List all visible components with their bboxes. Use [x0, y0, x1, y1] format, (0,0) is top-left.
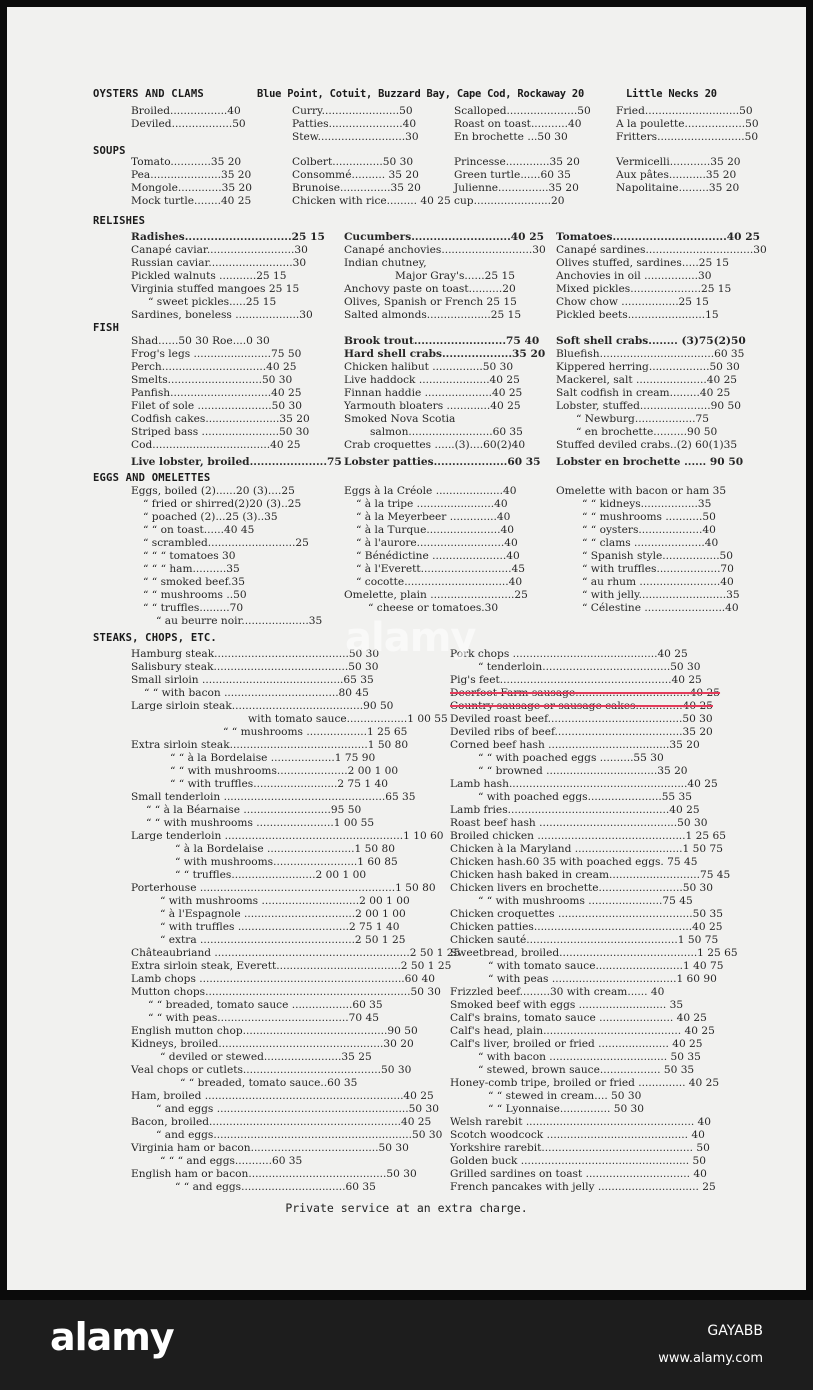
menu-line: Golden buck .................................................. 50 [450, 1155, 707, 1167]
menu-line: “ “ browned .................................35 20 [478, 765, 688, 777]
menu-line: “ “ with mushrooms.....................2 00 1 00 [170, 765, 399, 777]
menu-line: “ “ oysters...................40 [582, 524, 716, 536]
menu-line: Striped bass .......................50 30 [131, 426, 310, 438]
menu-line: Deviled..................50 [131, 118, 246, 130]
menu-line: Canapé sardines................................30 [556, 244, 767, 256]
menu-line: “ au rhum ........................40 [582, 576, 734, 588]
menu-line: salmon.........................60 35 [370, 426, 523, 438]
menu-line: Deerfoot Farm sausage..................................40 25 [450, 687, 721, 699]
menu-line: Colbert...............50 30 [292, 156, 414, 168]
menu-line: Porterhouse ..........................................................1 50 80 [131, 882, 436, 894]
menu-line: Lobster patties....................60 35 [344, 456, 541, 468]
menu-line: Chicken à la Maryland ................................1 50 75 [450, 843, 723, 855]
menu-line: Filet of sole ......................50 30 [131, 400, 302, 412]
menu-line: Smelts............................50 30 [131, 374, 293, 386]
menu-line: English ham or bacon.........................................50 30 [131, 1168, 417, 1180]
footer-note: Private service at an extra charge. [285, 1201, 528, 1215]
menu-line: “ stewed, brown sauce.................. 50 35 [478, 1064, 695, 1076]
menu-line: Kidneys, broiled.................................................30 20 [131, 1038, 414, 1050]
menu-line: “ with tomato sauce..........................1 40 75 [488, 960, 724, 972]
center-watermark: alamy [345, 615, 476, 661]
menu-line: Honey-comb tripe, broiled or fried .............. 40 25 [450, 1077, 720, 1089]
menu-line: Grilled sardines on toast ............................... 40 [450, 1168, 707, 1180]
menu-line: “ à la Turque......................40 [356, 524, 514, 536]
menu-line: Anchovies in oil ................30 [556, 270, 712, 282]
menu-line: “ tenderloin......................................50 30 [478, 661, 701, 673]
menu-line: Scotch woodcock .......................................... 40 [450, 1129, 705, 1141]
menu-line: “ “ and eggs...............................60 35 [175, 1181, 376, 1193]
menu-line: Frizzled beef.........30 with cream...... 40 [450, 986, 665, 998]
menu-line: Cucumbers...........................40 25 [344, 231, 544, 243]
menu-line: Chicken patties...............................................40 25 [450, 921, 723, 933]
menu-line: Chicken with rice......... 40 25 cup.......................20 [292, 195, 565, 207]
menu-line: “ scrambled..........................25 [143, 537, 309, 549]
menu-line: “ “ mushrooms ..................1 25 65 [223, 726, 408, 738]
menu-line: Roast on toast...........40 [454, 118, 582, 130]
menu-line: “ Spanish style.................50 [582, 550, 734, 562]
menu-line: Olives, Spanish or French 25 15 [344, 296, 517, 308]
menu-line: Major Gray's......25 15 [395, 270, 515, 282]
menu-line: Mock turtle........40 25 [131, 195, 252, 207]
menu-line: Chicken halibut ...............50 30 [344, 361, 514, 373]
menu-line: “ “ smoked beef.35 [143, 576, 245, 588]
menu-line: “ “ à la Bordelaise ...................1 75 90 [170, 752, 376, 764]
menu-line: “ en brochette..........90 50 [576, 426, 718, 438]
menu-line: “ “ clams .....................40 [582, 537, 719, 549]
menu-line: “ poached (2)...25 (3)..35 [143, 511, 278, 523]
menu-line: “ “ with mushrooms ......................75 45 [478, 895, 693, 907]
menu-line: Calf's liver, broiled or fried ..................... 40 25 [450, 1038, 703, 1050]
menu-line: Corned beef hash ....................................35 20 [450, 739, 700, 751]
menu-line: “ “ breaded, tomato sauce..60 35 [180, 1077, 358, 1089]
menu-line: Ham, broiled ...........................................................40 25 [131, 1090, 434, 1102]
menu-line: “ with truffles...................70 [582, 563, 734, 575]
menu-line: “ “ Lyonnaise............... 50 30 [488, 1103, 645, 1115]
menu-line: A la poulette..................50 [616, 118, 759, 130]
menu-line: Green turtle......60 35 [454, 169, 571, 181]
menu-line: Salt codfish in cream.........40 25 [556, 387, 731, 399]
menu-line: Large tenderloin .....................................................1 10 60 [131, 830, 444, 842]
menu-line: Blue Point, Cotuit, Buzzard Bay, Cape Cod, Rockaway 20 [257, 88, 585, 100]
menu-line: Eggs à la Créole ....................40 [344, 485, 517, 497]
menu-line: “ “ truffles.........70 [143, 602, 244, 614]
menu-line: Small tenderloin ................................................65 35 [131, 791, 416, 803]
menu-line: Extra sirloin steak, Everett.....................................2 50 1 25 [131, 960, 452, 972]
menu-line: Kippered herring..................50 30 [556, 361, 740, 373]
menu-line: Lamb chops .............................................................60 40 [131, 973, 436, 985]
menu-line: Chicken croquettes ........................................50 35 [450, 908, 723, 920]
menu-line: Curry.......................50 [292, 105, 413, 117]
menu-line: Napolitaine.........35 20 [616, 182, 740, 194]
menu-line: “ à l'aurore..........................40 [356, 537, 518, 549]
watermark-image-code: GAYABB [707, 1323, 763, 1339]
menu-line: “ à la Bordelaise ..........................1 50 80 [175, 843, 395, 855]
menu-line: “ au beurre noir....................35 [156, 615, 323, 627]
menu-line: Broiled chicken ............................................1 25 65 [450, 830, 726, 842]
menu-line: “ “ with mushrooms .......................1 00 55 [146, 817, 375, 829]
section-heading: EGGS AND OMELETTES [93, 472, 211, 484]
menu-line: “ with mushrooms.........................1 60 85 [175, 856, 398, 868]
menu-line: “ “ stewed in cream.... 50 30 [488, 1090, 642, 1102]
menu-line: English mutton chop...........................................90 50 [131, 1025, 418, 1037]
menu-line: Vermicelli............35 20 [616, 156, 741, 168]
menu-line: Canapé anchovies...........................30 [344, 244, 546, 256]
menu-line: Hamburg steak........................................50 30 [131, 648, 380, 660]
menu-line: Pickled beets.......................15 [556, 309, 719, 321]
menu-line: Patties......................40 [292, 118, 417, 130]
menu-line: Tomato............35 20 [131, 156, 242, 168]
menu-line: “ with jelly..........................35 [582, 589, 740, 601]
menu-line: Canapé caviar..........................30 [131, 244, 308, 256]
section-heading: OYSTERS AND CLAMS [93, 88, 204, 100]
menu-line: Virginia ham or bacon......................................50 30 [131, 1142, 409, 1154]
menu-line: “ with peas .....................................1 60 90 [488, 973, 717, 985]
menu-line: “ à l'Everett...........................45 [356, 563, 526, 575]
section-heading: SOUPS [93, 145, 126, 157]
menu-line: Châteaubriand ..........................................................2 50 1 25 [131, 947, 461, 959]
menu-line: Scalloped.....................50 [454, 105, 591, 117]
menu-line: Veal chops or cutlets.........................................50 30 [131, 1064, 412, 1076]
menu-line: Tomatoes...............................40 25 [556, 231, 760, 243]
menu-line: Codfish cakes......................35 20 [131, 413, 310, 425]
menu-line: Pig's feet...................................................40 25 [450, 674, 702, 686]
menu-line: Virginia stuffed mangoes 25 15 [131, 283, 300, 295]
menu-line: “ “ with poached eggs ..........55 30 [478, 752, 664, 764]
menu-line: Yarmouth bloaters .............40 25 [344, 400, 521, 412]
menu-line: Chow chow .................25 15 [556, 296, 709, 308]
menu-line: Russian caviar.........................30 [131, 257, 307, 269]
watermark-url: www.alamy.com [658, 1351, 763, 1366]
menu-line: Sardines, boneless ...................30 [131, 309, 313, 321]
menu-line: Radishes.............................25 15 [131, 231, 325, 243]
menu-line: Chicken hash baked in cream...........................75 45 [450, 869, 731, 881]
menu-line: “ à l'Espagnole .................................2 00 1 00 [160, 908, 406, 920]
menu-line: “ “ “ tomatoes 30 [143, 550, 236, 562]
menu-line: Stuffed deviled crabs..(2) 60(1)35 [556, 439, 738, 451]
menu-line: Welsh rarebit .................................................. 40 [450, 1116, 712, 1128]
menu-line: Little Necks 20 [626, 88, 717, 100]
menu-line: Omelette with bacon or ham 35 [556, 485, 727, 497]
menu-line: “ and eggs .........................................................50 30 [156, 1103, 439, 1115]
menu-line: “ fried or shirred(2)20 (3)..25 [143, 498, 302, 510]
menu-line: Deviled ribs of beef......................................35 20 [450, 726, 713, 738]
menu-line: Fried............................50 [616, 105, 753, 117]
menu-line: “ “ with peas.......................................70 45 [148, 1012, 379, 1024]
menu-line: Brook trout.........................75 40 [344, 335, 540, 347]
menu-line: Chicken hash.60 35 with poached eggs. 75 45 [450, 856, 698, 868]
menu-line: Roast beef hash .........................................50 30 [450, 817, 708, 829]
menu-line: “ “ truffles.........................2 00 1 00 [175, 869, 367, 881]
menu-line: Salisbury steak........................................50 30 [131, 661, 379, 673]
menu-line: “ “ mushrooms ..50 [143, 589, 247, 601]
menu-line: Chicken livers en brochette.........................50 30 [450, 882, 714, 894]
menu-line: Olives stuffed, sardines.....25 15 [556, 257, 730, 269]
menu-line: Calf's head, plain......................................... 40 25 [450, 1025, 715, 1037]
menu-line: Shad......50 30 Roe....0 30 [131, 335, 270, 347]
menu-line: “ with truffles .................................2 75 1 40 [160, 921, 400, 933]
menu-line: “ extra ..............................................2 50 1 25 [160, 934, 406, 946]
menu-line: “ “ with bacon ..................................80 45 [144, 687, 369, 699]
menu-line: “ sweet pickles.....25 15 [148, 296, 277, 308]
menu-line: Indian chutney, [344, 257, 427, 269]
menu-line: “ Célestine ........................40 [582, 602, 739, 614]
menu-line: “ cocotte...............................40 [356, 576, 523, 588]
menu-line: Smoked Nova Scotia [344, 413, 456, 425]
menu-line: Cod...................................40 25 [131, 439, 301, 451]
menu-line: Consommé.......... 35 20 [292, 169, 419, 181]
watermark-logo: alamy [50, 1315, 174, 1359]
menu-line: “ “ breaded, tomato sauce ..................60 35 [148, 999, 383, 1011]
menu-line: Frog's legs .......................75 50 [131, 348, 302, 360]
menu-line: Lobster en brochette ...... 90 50 [556, 456, 744, 468]
menu-line: Mackerel, salt .....................40 25 [556, 374, 738, 386]
menu-line: “ “ “ and eggs...........60 35 [160, 1155, 303, 1167]
menu-line: Panfish..............................40 25 [131, 387, 302, 399]
menu-line: Hard shell crabs...................35 20 [344, 348, 546, 360]
menu-line: “ à la Meyerbeer ..............40 [356, 511, 511, 523]
menu-line: “ “ kidneys.................35 [582, 498, 712, 510]
menu-line: with tomato sauce..................1 00 55 [248, 713, 448, 725]
menu-line: Eggs, boiled (2)......20 (3)....25 [131, 485, 295, 497]
menu-line: Country sausage or sausage cakes..............40 25 [450, 700, 713, 712]
menu-line: “ Bénédictine ......................40 [356, 550, 520, 562]
menu-line: Bacon, broiled.........................................................40 25 [131, 1116, 432, 1128]
menu-line: Princesse.............35 20 [454, 156, 580, 168]
menu-line: Lobster, stuffed.....................90 50 [556, 400, 741, 412]
menu-line: “ “ mushrooms ...........50 [582, 511, 716, 523]
menu-line: Aux pâtes...........35 20 [616, 169, 737, 181]
menu-line: Fritters..........................50 [616, 131, 759, 143]
menu-line: Perch...............................40 25 [131, 361, 297, 373]
menu-line: Calf's brains, tomato sauce ...................... 40 25 [450, 1012, 707, 1024]
menu-line: Bluefish..................................60 35 [556, 348, 745, 360]
section-heading: STEAKS, CHOPS, ETC. [93, 632, 217, 644]
menu-line: Lamb hash.....................................................40 25 [450, 778, 718, 790]
menu-line: “ “ à la Béarnaise ..........................95 50 [146, 804, 362, 816]
menu-line: Stew..........................30 [292, 131, 419, 143]
menu-line: Live haddock .....................40 25 [344, 374, 520, 386]
menu-line: “ à la tripe .......................40 [356, 498, 508, 510]
menu-line: Mongole.............35 20 [131, 182, 252, 194]
menu-line: “ cheese or tomatoes.30 [368, 602, 499, 614]
menu-line: Soft shell crabs........ (3)75(2)50 [556, 335, 746, 347]
menu-line: Broiled.................40 [131, 105, 241, 117]
menu-line: “ and eggs...........................................................50 30 [156, 1129, 443, 1141]
menu-line: Live lobster, broiled.....................75 [131, 456, 342, 468]
menu-line: Chicken sauté.............................................1 50 75 [450, 934, 719, 946]
menu-line: “ “ on toast......40 45 [143, 524, 255, 536]
section-heading: FISH [93, 322, 120, 334]
menu-line: Lamb fries................................................40 25 [450, 804, 700, 816]
menu-line: Mutton chops.............................................................50 30 [131, 986, 441, 998]
menu-line: Mixed pickles.....................25 15 [556, 283, 732, 295]
menu-line: “ with bacon ................................... 50 35 [478, 1051, 701, 1063]
menu-line: “ with poached eggs......................55 35 [478, 791, 693, 803]
menu-line: Crab croquettes ......(3)....60(2)40 [344, 439, 526, 451]
menu-line: “ deviled or stewed.......................35 25 [160, 1051, 372, 1063]
menu-line: Finnan haddie ....................40 25 [344, 387, 523, 399]
menu-line: Salted almonds...................25 15 [344, 309, 522, 321]
menu-line: Large sirloin steak.......................................90 50 [131, 700, 394, 712]
menu-line: French pancakes with jelly .............................. 25 [450, 1181, 716, 1193]
menu-line: “ “ with truffles.........................2 75 1 40 [170, 778, 388, 790]
menu-line: Omelette, plain .........................25 [344, 589, 528, 601]
menu-line: Anchovy paste on toast..........20 [344, 283, 516, 295]
menu-line: “ Newburg..................75 [576, 413, 709, 425]
menu-line: Pea.....................35 20 [131, 169, 252, 181]
menu-line: Deviled roast beef........................................50 30 [450, 713, 713, 725]
menu-line: “ “ “ ham..........35 [143, 563, 240, 575]
menu-line: Brunoise...............35 20 [292, 182, 421, 194]
menu-line: Sweetbread, broiled.........................................1 25 65 [450, 947, 738, 959]
menu-line: Extra sirloin steak.........................................1 50 80 [131, 739, 409, 751]
menu-line: En brochette ...50 30 [454, 131, 568, 143]
menu-line: Pickled walnuts ...........25 15 [131, 270, 287, 282]
section-heading: RELISHES [93, 215, 146, 227]
menu-line: Smoked beef with eggs .......................... 35 [450, 999, 684, 1011]
menu-line: Yorkshire rarebit............................................. 50 [450, 1142, 710, 1154]
menu-line: “ with mushrooms .............................2 00 1 00 [160, 895, 410, 907]
menu-line: Julienne...............35 20 [454, 182, 579, 194]
menu-line: Small sirloin ..........................................65 35 [131, 674, 374, 686]
menu-line: Pork chops ...........................................40 25 [450, 648, 688, 660]
